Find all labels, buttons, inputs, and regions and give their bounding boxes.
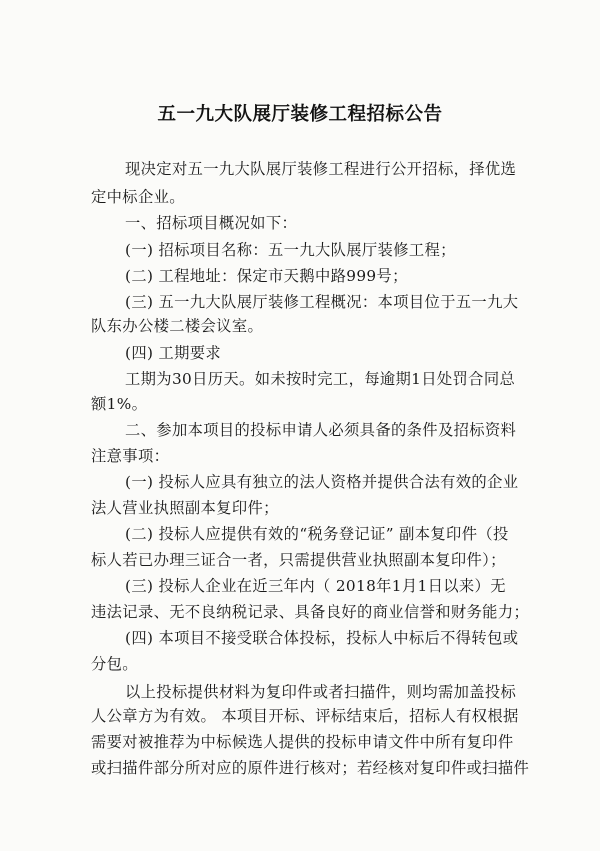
paragraph-line: 额1%。 — [91, 395, 148, 413]
paragraph-line: 违法记录、无不良纳税记录、具备良好的商业信誉和财务能力； — [91, 603, 530, 621]
paragraph-line: (二) 工程地址：保定市天鹅中路999号； — [125, 267, 408, 285]
paragraph-line: (一) 投标人应具有独立的法人资格并提供合法有效的企业 — [125, 473, 519, 491]
paragraph-line: 分包。 — [91, 655, 138, 673]
section-heading: 二、参加本项目的投标申请人必须具备的条件及招标资料 — [125, 421, 517, 439]
paragraph-line: 以上投标提供材料为复印件或者扫描件，则均需加盖投标 — [125, 683, 517, 701]
paragraph-line: (三) 投标人企业在近三年内（ 2018年1月1日以来）无 — [125, 577, 506, 595]
paragraph-line: (四) 工期要求 — [125, 344, 222, 362]
paragraph-line: 法人营业执照副本复印件； — [91, 499, 279, 517]
paragraph-line: 或扫描件部分所对应的原件进行核对；若经核对复印件或扫描件 — [91, 759, 530, 777]
paragraph-line: 标人若已办理三证合一者，只需提供营业执照副本复印件）； — [91, 551, 506, 569]
paragraph-line: 注意事项： — [91, 447, 170, 465]
paragraph-line: (二) 投标人应提供有效的“税务登记证” 副本复印件（投 — [125, 525, 509, 543]
paragraph-line: 工期为30日历天。如未按时完工，每逾期1日处罚合同总 — [125, 370, 516, 388]
paragraph-line: (一) 招标项目名称：五一九大队展厅装修工程； — [125, 241, 456, 259]
document-title: 五一九大队展厅装修工程招标公告 — [157, 104, 443, 125]
paragraph-line: (三) 五一九大队展厅装修工程概况：本项目位于五一九大 — [125, 293, 519, 311]
paragraph-line: 现决定对五一九大队展厅装修工程进行公开招标，择优选 — [125, 160, 517, 178]
paragraph-line: 队东办公楼二楼会议室。 — [91, 317, 264, 335]
section-heading: 一、招标项目概况如下： — [125, 214, 298, 232]
paragraph-line: 需要对被推荐为中标候选人提供的投标申请文件中所有复印件 — [91, 733, 514, 751]
paragraph-line: 人公章方为有效。 本项目开标、评标结束后，招标人有权根据 — [91, 707, 519, 725]
paragraph-line: 定中标企业。 — [91, 188, 185, 206]
paragraph-line: (四) 本项目不接受联合体投标，投标人中标后不得转包或 — [125, 629, 519, 647]
